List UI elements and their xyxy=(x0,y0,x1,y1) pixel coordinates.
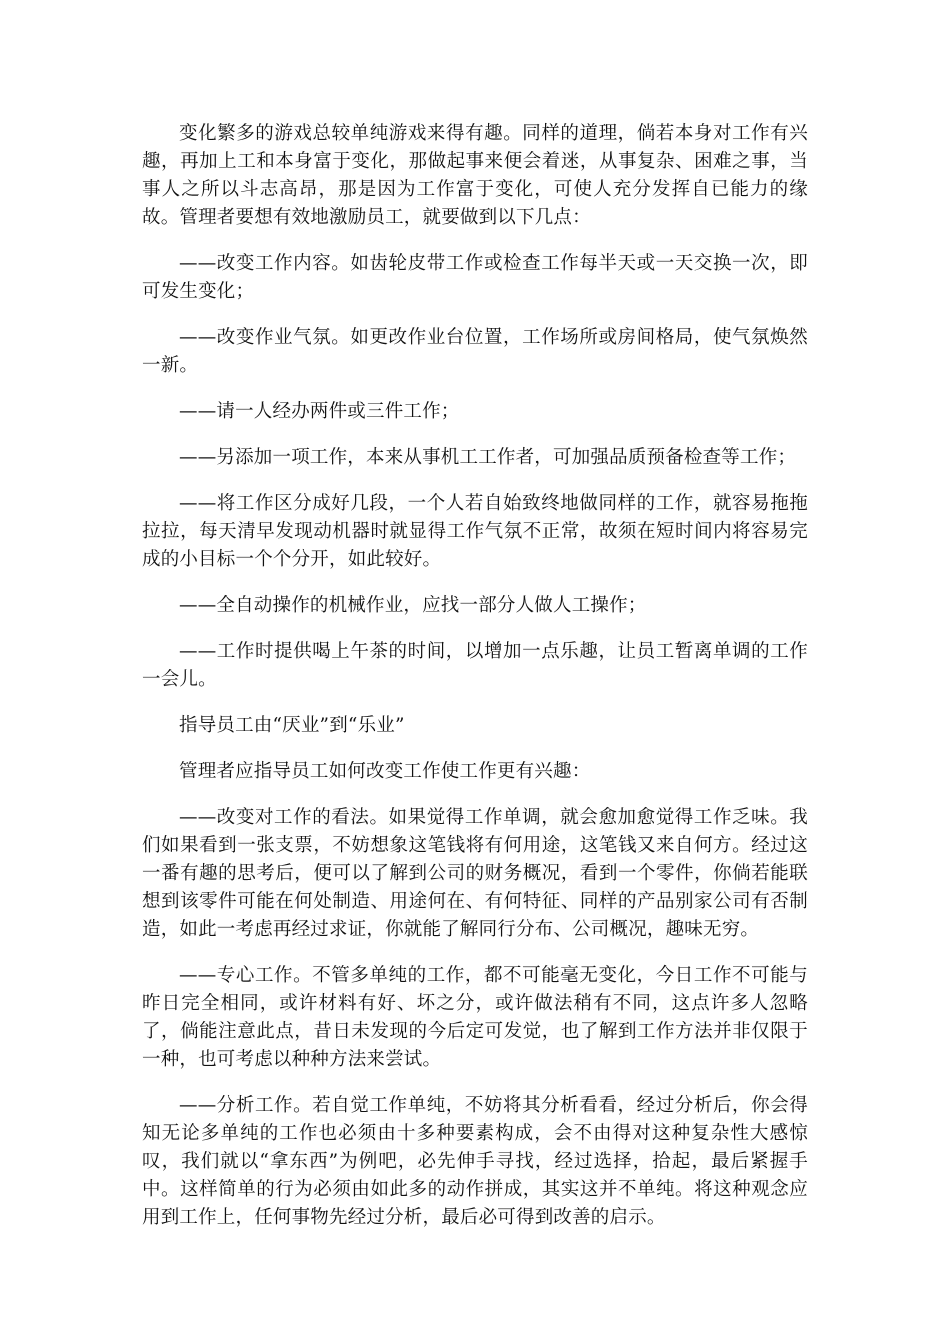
guide-analyze: ——分析工作。若自觉工作单纯，不妨将其分析看看，经过分析后，你会得知无论多单纯的工作也必须由十多种要素构成，会不由得对这种复杂性大感惊叹，我们就以“拿东西”为例吧，必先伸手寻找，经过选择，拾起，最后紧握手中。这样简单的行为必须由如此多的动作拼成，其实这并不单纯。将这种观念应用到工作上，任何事物先经过分析，最后必可得到改善的启示。 xyxy=(142,1095,808,1228)
tip-change-work-content: ——改变工作内容。如齿轮皮带工作或检查工作每半天或一天交换一次，即可发生变化； xyxy=(142,253,808,302)
tip-manual-operation: ——全自动操作的机械作业，应找一部分人做人工操作； xyxy=(179,595,647,616)
guide-focus: ——专心工作。不管多单纯的工作，都不可能毫无变化，今日工作不可能与昨日完全相同，或许材料有好、坏之分，或许做法稍有不同，这点许多人忽略了，倘能注意此点，昔日未发现的今后定可发觉，也了解到工作方法并非仅限于一种，也可考虑以种种方法来尝试。 xyxy=(142,965,808,1070)
document-body xyxy=(142,120,808,1250)
guide-change-view: ——改变对工作的看法。如果觉得工作单调，就会愈加愈觉得工作乏味。我们如果看到一张支票，不妨想象这笔钱将有何用途，这笔钱又来自何方。经过这一番有趣的思考后，便可以了解到公司的财务概况，看到一个零件，你倘若能联想到该零件可能在何处制造、用途何在、有何特征、同样的产品别家公司有否制造，如此一考虑再经过求证，你就能了解同行分布、公司概况，趣味无穷。 xyxy=(142,807,808,940)
tip-tea-break: ——工作时提供喝上午茶的时间，以增加一点乐趣，让员工暂离单调的工作一会儿。 xyxy=(142,641,808,690)
section-heading: 指导员工由“厌业”到“乐业” xyxy=(179,715,405,736)
section-intro: 管理者应指导员工如何改变工作使工作更有兴趣： xyxy=(179,761,591,782)
intro-paragraph: 变化繁多的游戏总较单纯游戏来得有趣。同样的道理，倘若本身对工作有兴趣，再加上工和本身富于变化，那做起事来便会着迷，从事复杂、困难之事，当事人之所以斗志高昂，那是因为工作富于变化，可使人充分发挥自已能力的缘故。管理者要想有效地激励员工，就要做到以下几点： xyxy=(142,123,808,228)
tip-add-task: ——另添加一项工作，本来从事机工工作者，可加强品质预备检查等工作； xyxy=(179,447,797,468)
tip-change-atmosphere: ——改变作业气氛。如更改作业台位置，工作场所或房间格局，使气氛焕然一新。 xyxy=(142,327,808,376)
tip-split-work: ——将工作区分成好几段，一个人若自始致终地做同样的工作，就容易拖拖拉拉，每天清早发现动机器时就显得工作气氛不正常，故须在短时间内将容易完成的小目标一个个分开，如此较好。 xyxy=(142,493,808,570)
tip-multiple-jobs: ——请一人经办两件或三件工作； xyxy=(179,401,460,422)
